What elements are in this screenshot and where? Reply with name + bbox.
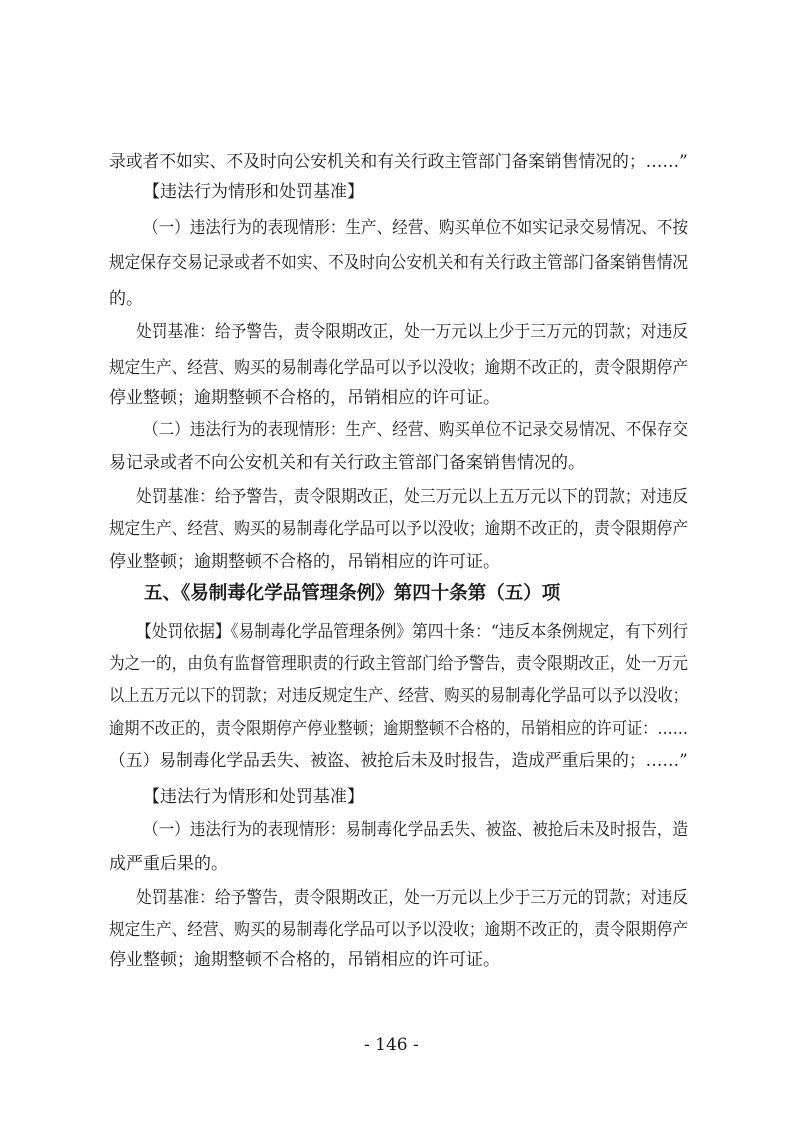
text-line: 处罚基准：给予警告，责令限期改正，处一万元以上少于三万元的罚款；对违反 <box>136 888 688 908</box>
text-line: 易记录或者不向公安机关和有关行政主管部门备案销售情况的。 <box>109 453 585 473</box>
text-line: 以上五万元以下的罚款；对违反规定生产、经营、购买的易制毒化学品可以予以没收； <box>109 686 689 706</box>
text-line: （二）违法行为的表现情形：生产、经营、购买单位不记录交易情况、不保存交 <box>143 420 689 440</box>
page-number: - 146 - <box>364 1035 419 1055</box>
text-line: 处罚基准：给予警告，责令限期改正，处一万元以上少于三万元的罚款；对违反 <box>136 322 688 342</box>
section-label: 【违法行为情形和处罚基准】 <box>143 182 364 202</box>
text-line: 停业整顿；逾期整顿不合格的，吊销相应的许可证。 <box>109 950 500 970</box>
text-line: 规定生产、经营、购买的易制毒化学品可以予以没收；逾期不改正的，责令限期停产 <box>109 358 688 378</box>
text-line: 成严重后果的。 <box>109 854 228 874</box>
text-line: （一）违法行为的表现情形：生产、经营、购买单位不如实记录交易情况、不按 <box>143 218 689 238</box>
section-label: 【违法行为情形和处罚基准】 <box>143 787 364 807</box>
text-line: 规定保存交易记录或者不如实、不及时向公安机关和有关行政主管部门备案销售情况 <box>109 253 688 273</box>
text-line: 为之一的，由负有监督管理职责的行政主管部门给予警告，责令限期改正，处一万元 <box>109 654 688 674</box>
text-line: 规定生产、经营、购买的易制毒化学品可以予以没收；逾期不改正的，责令限期停产 <box>109 920 688 940</box>
text-line: 停业整顿；逾期整顿不合格的，吊销相应的许可证。 <box>109 552 500 572</box>
text-line: （一）违法行为的表现情形：易制毒化学品丢失、被盗、被抢后未及时报告，造 <box>143 820 689 840</box>
text-line: 处罚基准：给予警告，责令限期改正，处三万元以上五万元以下的罚款；对违反 <box>136 487 688 507</box>
section-heading: 五、《易制毒化学品管理条例》第四十条第（五）项 <box>144 583 561 604</box>
text-line: 规定生产、经营、购买的易制毒化学品可以予以没收；逾期不改正的，责令限期停产 <box>109 519 688 539</box>
text-line: （五）易制毒化学品丢失、被盗、被抢后未及时报告，造成严重后果的；……” <box>109 751 688 771</box>
text-line: 停业整顿；逾期整顿不合格的，吊销相应的许可证。 <box>109 388 500 408</box>
text-line: 的。 <box>109 289 143 309</box>
text-line: 【处罚依据】《易制毒化学品管理条例》第四十条：“违反本条例规定，有下列行 <box>136 622 689 642</box>
text-line: 录或者不如实、不及时向公安机关和有关行政主管部门备案销售情况的；……” <box>109 152 688 172</box>
text-line: 逾期不改正的，责令限期停产停业整顿；逾期整顿不合格的，吊销相应的许可证：…… <box>109 719 689 739</box>
